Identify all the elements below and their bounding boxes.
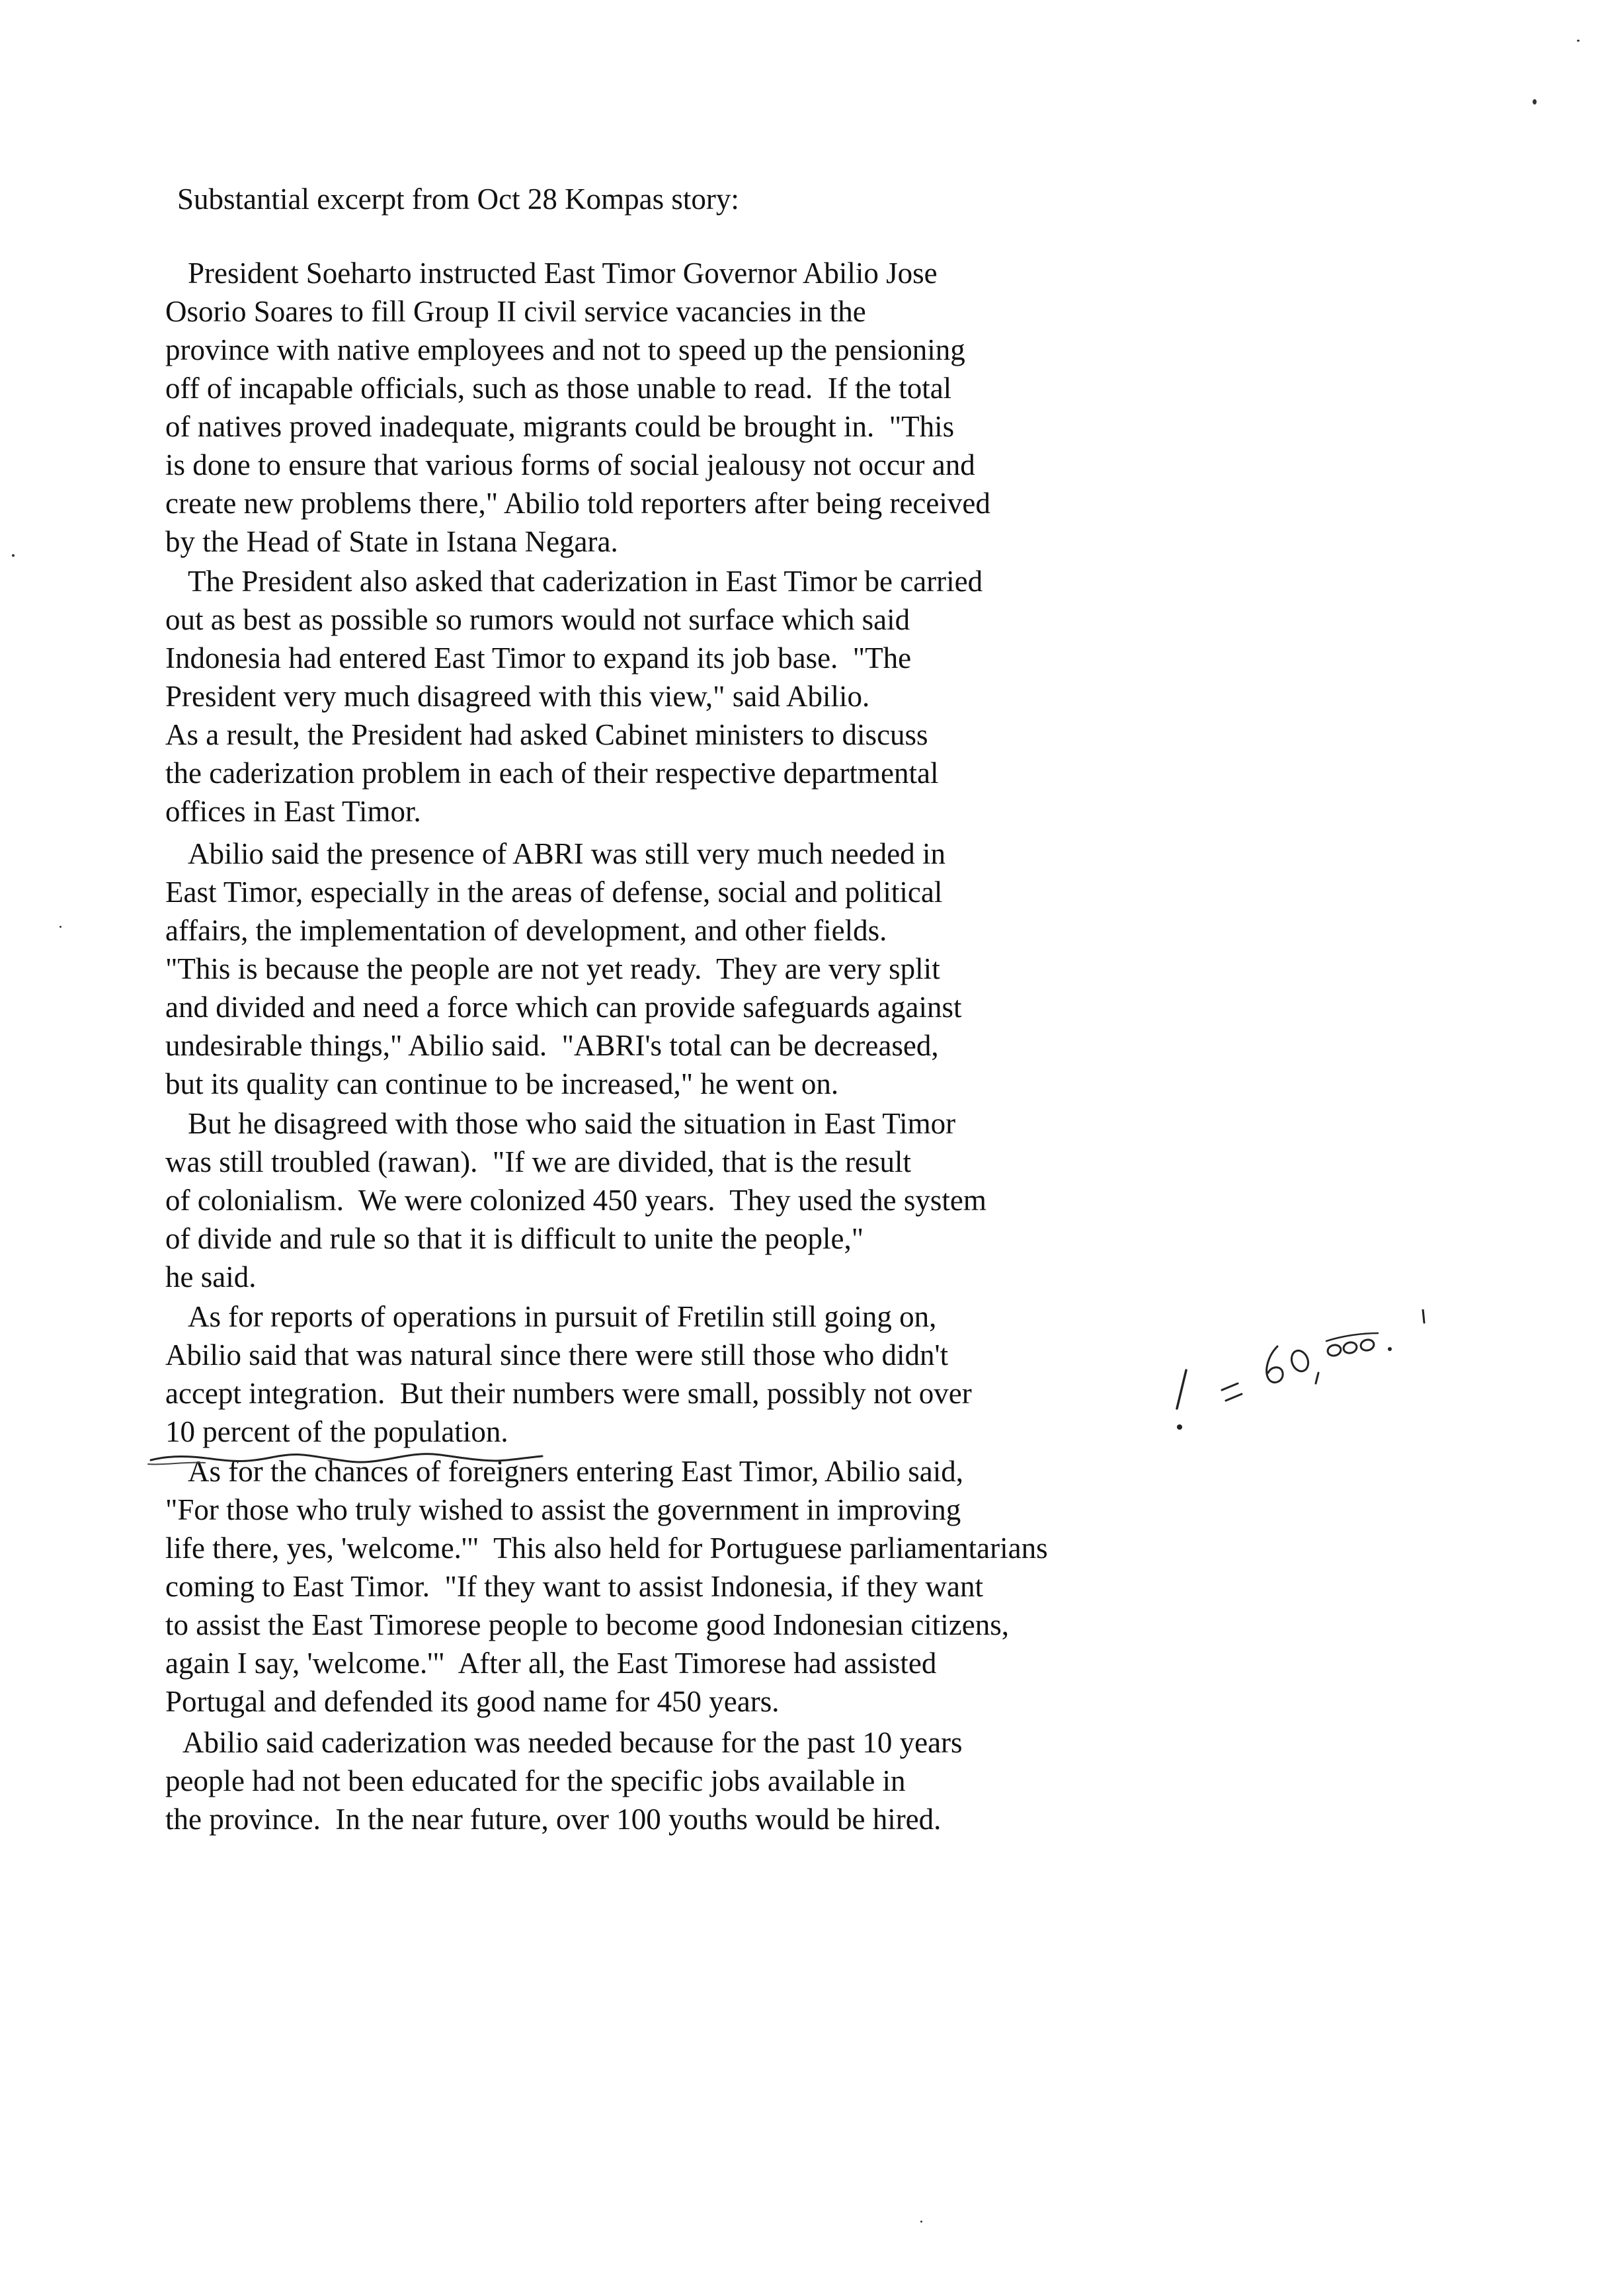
text-line: The President also asked that caderization in East Timor be carried [188, 565, 983, 598]
text-line: Indonesia had entered East Timor to expand its job base. "The [165, 641, 912, 675]
text-line: but its quality can continue to be increased," he went on. [165, 1067, 839, 1100]
text-line: out as best as possible so rumors would not surface which said [165, 603, 910, 636]
text-line: undesirable things," Abilio said. "ABRI's total can be decreased, [165, 1029, 939, 1062]
text-line: Osorio Soares to fill Group II civil service vacancies in the [165, 295, 866, 328]
text-line: coming to East Timor. "If they want to assist Indonesia, if they want [165, 1570, 983, 1603]
scan-speck [60, 926, 61, 928]
text-line: President very much disagreed with this view," said Abilio. [165, 680, 870, 713]
text-line: again I say, 'welcome.'" After all, the East Timorese had assisted [165, 1647, 937, 1680]
document-heading: Substantial excerpt from Oct 28 Kompas story: [177, 183, 739, 216]
text-line: of divide and rule so that it is difficult to unite the people," [165, 1222, 864, 1255]
scan-speck [12, 554, 15, 557]
text-line: Abilio said caderization was needed because for the past 10 years [182, 1726, 963, 1759]
handwritten-note [1157, 1309, 1448, 1455]
scan-speck [1577, 40, 1580, 42]
text-line: and divided and need a force which can provide safeguards against [165, 991, 962, 1024]
text-line: offices in East Timor. [165, 795, 421, 828]
text-line: of natives proved inadequate, migrants could be brought in. "This [165, 410, 955, 443]
text-line: East Timor, especially in the areas of defense, social and political [165, 876, 943, 909]
text-line: President Soeharto instructed East Timor Governor Abilio Jose [188, 257, 938, 290]
text-line: As for the chances of foreigners entering East Timor, Abilio said, [188, 1455, 963, 1488]
text-line: people had not been educated for the specific jobs available in [165, 1764, 906, 1797]
text-line: the province. In the near future, over 100 youths would be hired. [165, 1803, 942, 1836]
handwritten-underline [145, 1446, 555, 1472]
text-line: "This is because the people are not yet ready. They are very split [165, 952, 940, 985]
text-line: he said. [165, 1260, 257, 1293]
text-line: As a result, the President had asked Cabinet ministers to discuss [165, 718, 928, 751]
text-line: As for reports of operations in pursuit of Fretilin still going on, [188, 1300, 937, 1333]
text-line: Portugal and defended its good name for 450 years. [165, 1685, 780, 1718]
text-line: is done to ensure that various forms of social jealousy not occur and [165, 448, 975, 481]
text-line: Abilio said that was natural since there were still those who didn't [165, 1338, 949, 1372]
underlined-text-line: 10 percent of the population. [165, 1415, 508, 1448]
scan-speck [920, 2221, 922, 2223]
text-line: affairs, the implementation of development, and other fields. [165, 914, 887, 947]
text-line: by the Head of State in Istana Negara. [165, 525, 618, 558]
text-line: province with native employees and not to speed up the pensioning [165, 333, 965, 366]
text-line: of colonialism. We were colonized 450 years. They used the system [165, 1184, 986, 1217]
text-line: create new problems there," Abilio told reporters after being received [165, 487, 990, 520]
text-line: "For those who truly wished to assist the government in improving [165, 1493, 961, 1526]
text-line: life there, yes, 'welcome.'" This also held for Portuguese parliamentarians [165, 1532, 1048, 1565]
scan-speck [1533, 99, 1537, 104]
text-line: to assist the East Timorese people to become good Indonesian citizens, [165, 1608, 1010, 1641]
text-line: accept integration. But their numbers were small, possibly not over [165, 1377, 972, 1410]
text-line: was still troubled (rawan). "If we are divided, that is the result [165, 1145, 912, 1178]
text-line: off of incapable officials, such as those unable to read. If the total [165, 372, 952, 405]
text-line: the caderization problem in each of their respective departmental [165, 757, 939, 790]
text-line: Abilio said the presence of ABRI was still very much needed in [188, 837, 945, 870]
text-line: But he disagreed with those who said the situation in East Timor [188, 1107, 956, 1140]
